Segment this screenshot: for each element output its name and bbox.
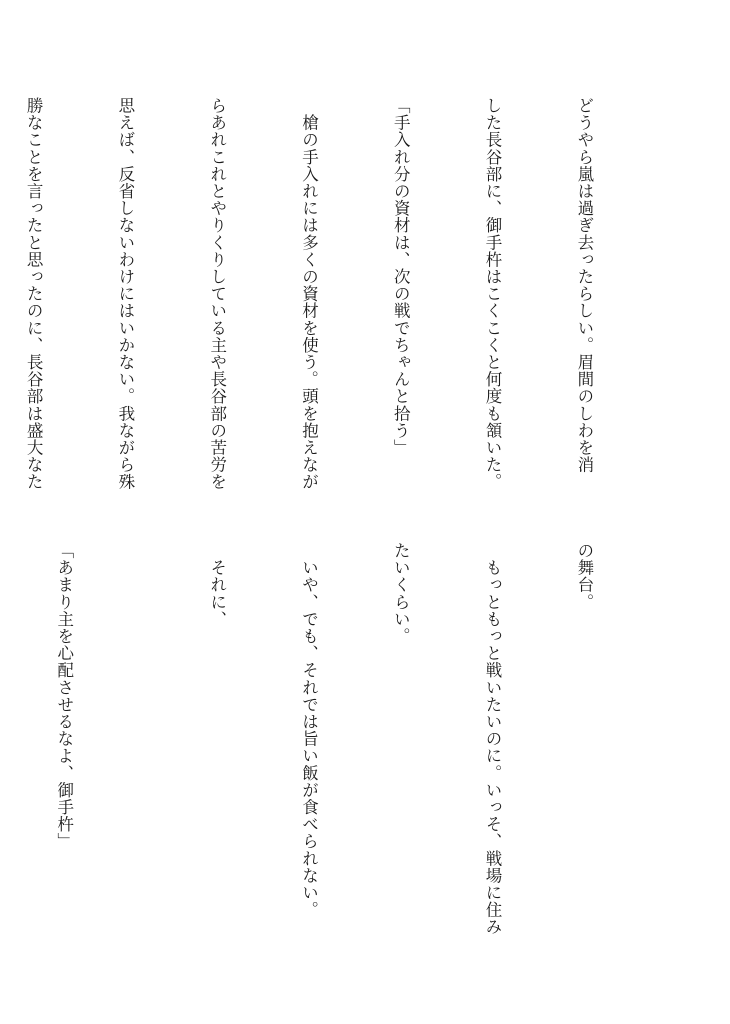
text-line: 「手入れ分の資材は、次の戦でちゃんと拾う」 — [391, 97, 411, 457]
text-line: 槍の手入れには多くの資材を使う。頭を抱えなが — [299, 97, 319, 491]
text-line: の舞台。 — [574, 542, 594, 611]
text-line: 勝なことを言ったと思ったのに、長谷部は盛大なた — [24, 97, 44, 491]
text-line: それに、 — [207, 542, 227, 628]
text-line: いや、でも、それでは旨い飯が食べられない。 — [299, 542, 319, 919]
text-line: どうやら嵐は過ぎ去ったらしい。眉間のしわを消 — [574, 97, 594, 474]
text-line: した長谷部に、御手杵はこくこくと何度も頷いた。 — [483, 97, 503, 491]
text-line: らあれこれとやりくりしている主や長谷部の苦労を — [207, 97, 227, 491]
text-line: 思えば、反省しないわけにはいかない。我ながら殊 — [115, 97, 135, 491]
text-block-bottom — [54, 542, 660, 972]
text-line: 「あまり主を心配させるなよ、御手杵」 — [54, 542, 74, 850]
text-line: たいくらい。 — [391, 542, 411, 645]
text-block-top — [24, 97, 660, 507]
text-line: もっともっと戦いたいのに。いっそ、戦場に住み — [483, 542, 503, 936]
